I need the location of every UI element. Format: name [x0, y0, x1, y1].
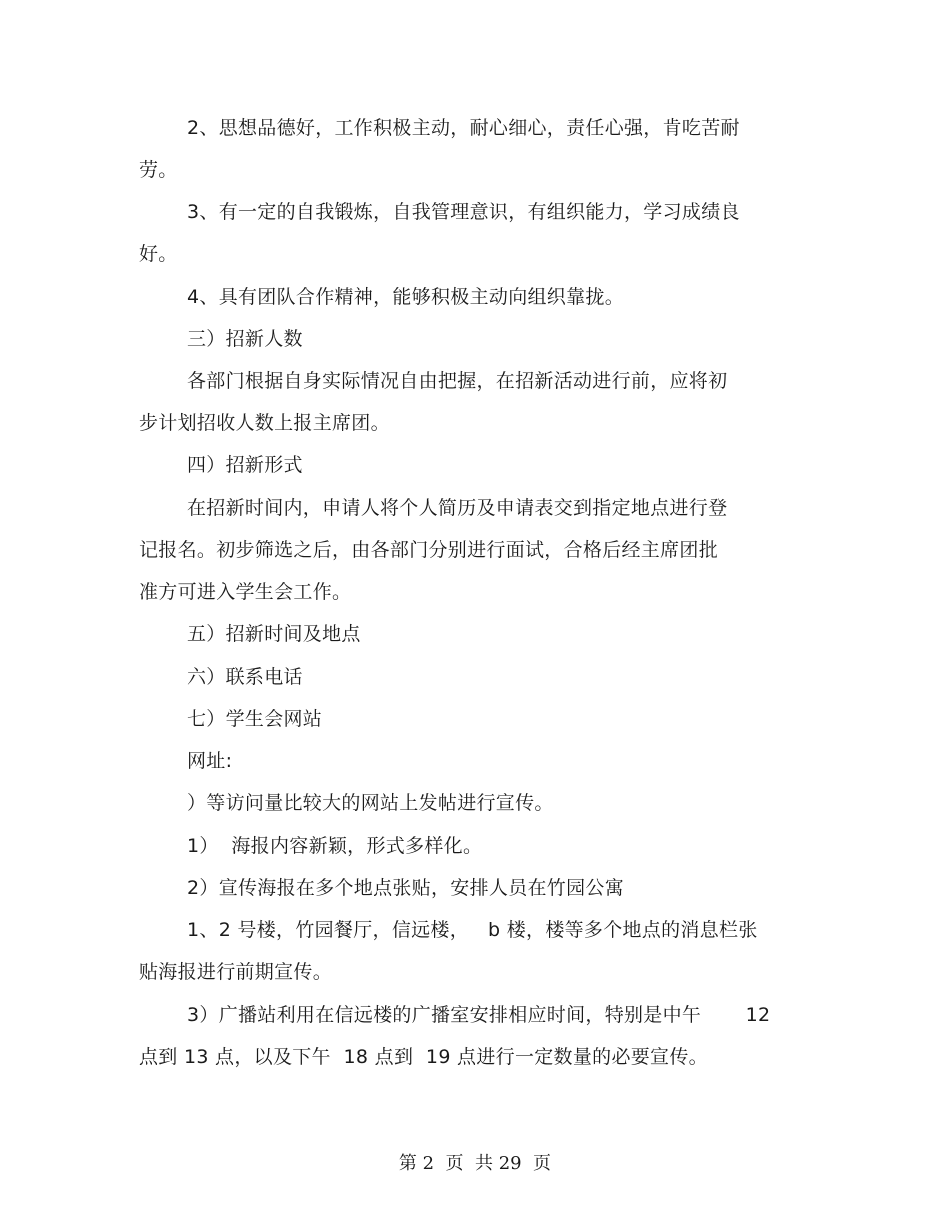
text-line-3: 3、有一定的自我锻炼，自我管理意识，有组织能力，学习成绩良 [187, 201, 740, 223]
text-line-22: 3）广播站利用在信远楼的广播室安排相应时间，特别是中午 12 [187, 1004, 771, 1026]
section-heading-3: 三）招新人数 [187, 328, 303, 350]
section-heading-5: 五）招新时间及地点 [187, 623, 361, 645]
text-line-21: 贴海报进行前期宣传。 [139, 961, 333, 983]
text-line-12: 准方可进入学生会工作。 [139, 581, 352, 603]
page-number-footer: 第 2 页 共 29 页 [398, 1153, 552, 1174]
text-line-5: 4、具有团队合作精神，能够积极主动向组织靠拢。 [187, 286, 624, 308]
section-heading-4: 四）招新形式 [187, 454, 303, 476]
text-line-2: 劳。 [139, 159, 178, 181]
text-line-23: 点到 13 点，以及下午 18 点到 19 点进行一定数量的必要宣传。 [139, 1046, 708, 1068]
section-heading-7: 七）学生会网站 [187, 708, 323, 730]
text-line-8: 步计划招收人数上报主席团。 [139, 412, 390, 434]
text-line-17: ）等访问量比较大的网站上发帖进行宣传。 [187, 792, 554, 814]
text-line-7: 各部门根据自身实际情况自由把握，在招新活动进行前，应将初 [187, 370, 728, 392]
text-line-4: 好。 [139, 243, 178, 265]
text-line-1: 2、思想品德好，工作积极主动，耐心细心，责任心强，肯吃苦耐 [187, 117, 740, 139]
website-label: 网址: [187, 750, 233, 772]
text-line-20: 1、2 号楼，竹园餐厅，信远楼， b 楼，楼等多个地点的消息栏张 [187, 919, 758, 941]
section-heading-6: 六）联系电话 [187, 666, 303, 688]
text-line-18: 1） 海报内容新颖，形式多样化。 [187, 835, 483, 857]
text-line-10: 在招新时间内，申请人将个人简历及申请表交到指定地点进行登 [187, 497, 728, 519]
text-line-19: 2）宣传海报在多个地点张贴，安排人员在竹园公寓 [187, 877, 624, 899]
text-line-11: 记报名。初步筛选之后，由各部门分别进行面试，合格后经主席团批 [139, 539, 719, 561]
